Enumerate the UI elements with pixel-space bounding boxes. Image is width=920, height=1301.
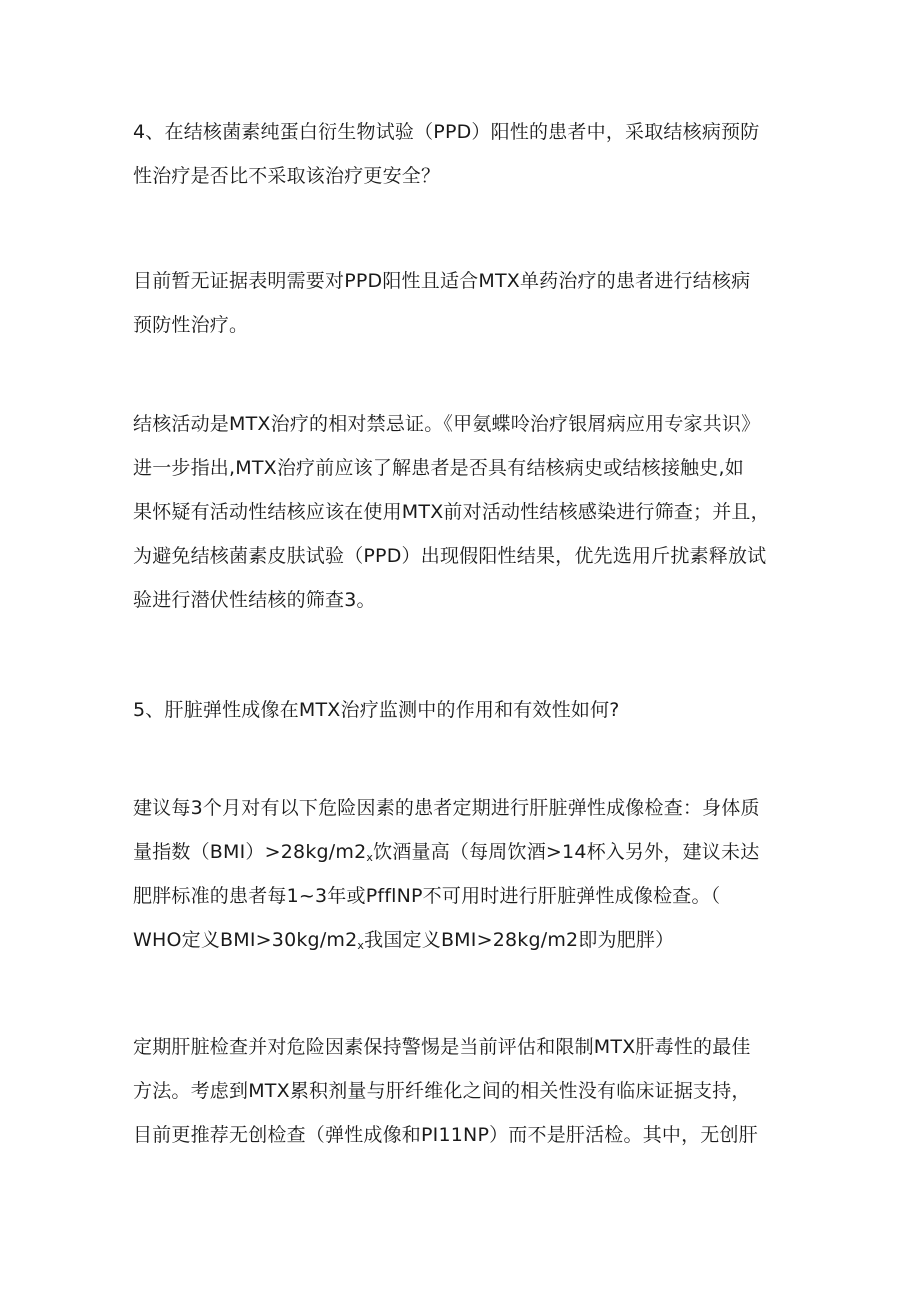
text-line-with-subscript [133,830,803,874]
text-line: 验进行潜伏性结核的筛查3。 [133,589,376,611]
question-5 [133,688,803,732]
text-line: 果怀疑有活动性结核应该在使用MTX前对活动性结核感染进行筛查；并且， [133,501,770,523]
text-line: 建议每3个月对有以下危险因素的患者定期进行肝脏弹性成像检查：身体质 [133,797,760,819]
text-segment: 饮酒量高（每周饮酒>14杯入另外，建议未达 [373,841,760,863]
text-line: 为避免结核菌素皮肤试验（PPD）出现假阳性结果，优先选用斤扰素释放试 [133,545,767,567]
question-4-answer-paragraph-2 [133,402,803,622]
subscript: x [366,851,374,864]
text-line: 4、在结核菌素纯蛋白衍生物试验（PPD）阳性的患者中，采取结核病预防 [133,121,760,143]
question-4 [133,110,803,198]
text-segment: 我国定义BMI>28kg∕m2即为肥胖） [364,929,675,951]
text-segment: WHO定义BMI>30kg∕m2 [133,929,358,951]
text-line: 结核活动是MTX治疗的相对禁忌证。《甲氨蝶呤治疗银屑病应用专家共识》 [133,413,761,435]
text-line: 方法。考虑到MTX累积剂量与肝纤维化之间的相关性没有临床证据支持， [133,1080,751,1102]
text-line-with-subscript [133,918,803,962]
question-5-answer-paragraph-2 [133,1025,803,1157]
text-segment: 量指数（BMI）>28kg∕m2 [133,841,367,863]
text-line: 目前暂无证据表明需要对PPD阳性且适合MTX单药治疗的患者进行结核病 [133,270,751,292]
subscript: x [357,939,365,952]
text-line: 肥胖标准的患者每1~3年或PfflNP不可用时进行肝脏弹性成像检查。（ [133,885,721,907]
text-line: 定期肝脏检查并对危险因素保持警惕是当前评估和限制MTX肝毒性的最佳 [133,1036,751,1058]
question-5-answer-paragraph-1 [133,786,803,962]
text-line: 预防性治疗。 [133,314,249,336]
text-line: 进一步指出,MTX治疗前应该了解患者是否具有结核病史或结核接触史,如 [133,457,744,479]
text-line: 5、肝脏弹性成像在MTX治疗监测中的作用和有效性如何? [133,699,620,721]
question-4-answer-paragraph-1 [133,259,803,347]
text-line: 目前更推荐无创检查（弹性成像和PI11NP）而不是肝活检。其中，无创肝 [133,1124,758,1146]
text-line: 性治疗是否比不采取该治疗更安全？ [133,165,441,187]
